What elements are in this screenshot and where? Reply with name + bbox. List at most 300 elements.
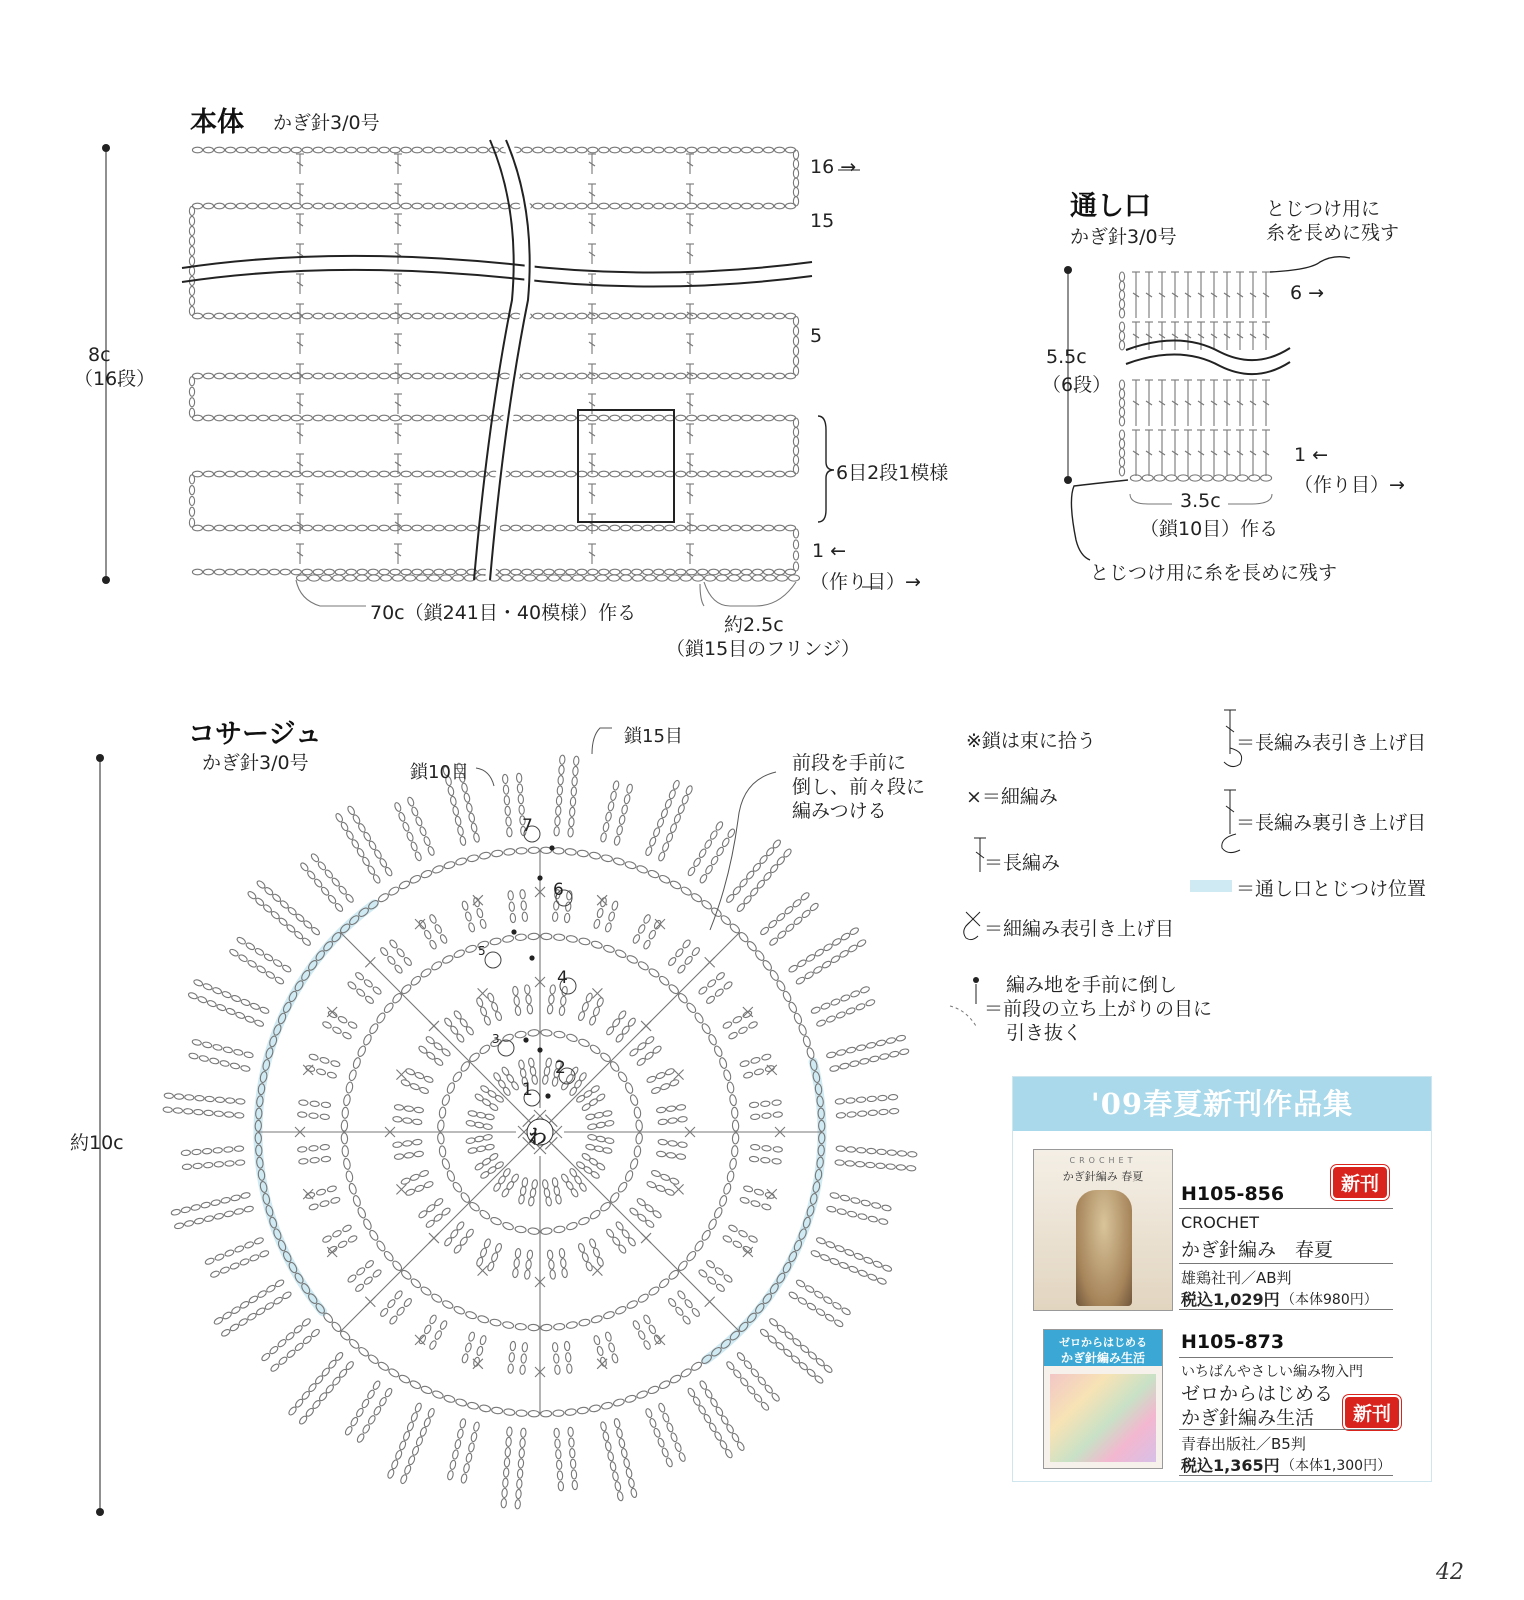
chain-stitch [658, 874, 671, 885]
chain-stitch [348, 1338, 360, 1350]
chain-stitch [296, 575, 307, 581]
chain-stitch [372, 874, 381, 885]
chain-stitch [522, 1342, 528, 1352]
chain-stitch [788, 1291, 799, 1300]
chain-stitch [1119, 331, 1124, 340]
chain-stitch [846, 1047, 856, 1054]
chain-stitch [471, 823, 478, 833]
chain-stitch [450, 796, 457, 806]
chain-stitch [726, 1170, 734, 1182]
chain-stitch [897, 1151, 907, 1157]
book-code-2: H105-873 [1181, 1331, 1285, 1353]
chain-stitch [490, 1252, 498, 1262]
chain-stitch [341, 1120, 348, 1131]
chain-stitch [743, 895, 753, 905]
chain-stitch [752, 862, 762, 872]
chain-stitch [314, 1375, 324, 1385]
body-row-5: 5 [810, 325, 823, 347]
chain-stitch [558, 1481, 564, 1491]
chain-stitch [247, 959, 258, 968]
chain-stitch [857, 1213, 867, 1220]
chain-stitch [258, 147, 268, 153]
chain-stitch [825, 1241, 835, 1249]
chain-stitch [762, 1145, 772, 1151]
dimension-dot [1064, 476, 1072, 484]
new-books-header: '09春夏新刊作品集 [1013, 1077, 1431, 1131]
chain-stitch [566, 525, 576, 531]
chain-stitch [599, 471, 609, 477]
chain-stitch [775, 1341, 785, 1351]
chain-stitch [452, 1449, 459, 1459]
chain-stitch [266, 1284, 277, 1293]
chain-stitch [396, 948, 406, 958]
chain-stitch [594, 1145, 604, 1152]
chain-stitch [878, 1218, 888, 1225]
chain-stitch [542, 1075, 549, 1085]
chain-stitch [445, 415, 455, 421]
chain-stitch [490, 1318, 502, 1326]
chain-stitch [896, 1035, 906, 1042]
chain-stitch [554, 1031, 566, 1039]
chain-stitch [628, 1478, 635, 1488]
chain-stitch [445, 313, 455, 319]
chain-stitch [319, 1200, 329, 1208]
chain-stitch [189, 256, 194, 265]
chain-stitch [687, 415, 697, 421]
chain-stitch [485, 1113, 495, 1120]
chain-stitch [247, 890, 257, 900]
chain-stitch [511, 569, 521, 575]
chain-stitch [774, 415, 784, 421]
chain-stitch [357, 471, 367, 477]
chain-stitch [1119, 290, 1124, 299]
chain-stitch [503, 785, 509, 795]
chain-stitch [743, 1360, 753, 1370]
chain-stitch [258, 569, 268, 575]
chain-stitch [620, 575, 631, 581]
chain-stitch [736, 1351, 746, 1361]
chain-stitch [460, 1473, 467, 1483]
chain-stitch [725, 1360, 735, 1370]
legend-slip-dot [973, 977, 979, 983]
book-line2-1: かぎ針編み 春夏 [1181, 1239, 1334, 1261]
chain-stitch [698, 471, 708, 477]
chain-stitch [277, 1338, 287, 1348]
chain-stitch [839, 1261, 849, 1269]
chain-stitch [865, 999, 875, 1007]
chain-stitch [611, 1353, 619, 1363]
chain-stitch [621, 313, 631, 319]
chain-stitch [856, 1044, 866, 1051]
chain-stitch [456, 415, 466, 421]
chain-stitch [855, 1003, 865, 1011]
chain-stitch [617, 1181, 629, 1194]
chain-stitch [406, 1421, 414, 1431]
chain-stitch [869, 1055, 879, 1062]
chain-stitch [514, 996, 520, 1006]
chain-stitch [324, 313, 334, 319]
chain-stitch [348, 1183, 357, 1195]
chain-stitch [618, 1438, 625, 1448]
chain-stitch [635, 1133, 643, 1145]
chain-stitch [511, 203, 521, 209]
chain-stitch [732, 1369, 742, 1379]
chain-stitch [656, 1151, 666, 1157]
chain-stitch [489, 203, 499, 209]
chain-stitch [269, 147, 279, 153]
chain-stitch [386, 955, 396, 965]
chain-stitch [515, 1323, 526, 1330]
chain-stitch [846, 1098, 856, 1104]
chain-stitch [478, 147, 488, 153]
chain-stitch [658, 1139, 668, 1145]
chain-stitch [189, 286, 194, 295]
chain-stitch [515, 1031, 527, 1039]
chain-stitch [753, 1393, 763, 1403]
chain-stitch [415, 1436, 423, 1446]
chain-stitch [335, 525, 345, 531]
chain-stitch [666, 1106, 676, 1112]
chain-stitch [742, 569, 752, 575]
slip-stitch-dot [523, 1037, 528, 1042]
chain-stitch [554, 816, 560, 826]
chain-stitch [776, 856, 786, 866]
chain-stitch [588, 147, 598, 153]
chain-stitch [379, 313, 389, 319]
chain-stitch [412, 313, 422, 319]
chain-stitch [280, 525, 290, 531]
chain-stitch [225, 373, 235, 379]
chain-stitch [714, 988, 724, 998]
chain-stitch [258, 373, 268, 379]
chain-stitch [612, 1471, 619, 1481]
chain-stitch [824, 1313, 835, 1322]
chain-stitch [334, 902, 344, 912]
chain-stitch [850, 1197, 860, 1204]
chain-stitch [247, 415, 257, 421]
body-row-16: 16 → [810, 156, 857, 178]
chain-stitch [474, 1136, 484, 1143]
chain-stitch [255, 1307, 266, 1316]
chain-stitch [407, 796, 415, 806]
chain-stitch [553, 1410, 564, 1417]
chain-stitch [793, 326, 798, 335]
chain-stitch [302, 471, 312, 477]
loop-width-note: （鎖10目）作る [1140, 518, 1279, 540]
slip-stitch-dot [537, 1047, 542, 1052]
chain-stitch [202, 1041, 212, 1048]
chain-stitch [759, 854, 769, 864]
chain-stitch [355, 1407, 364, 1418]
chain-stitch [687, 471, 697, 477]
chain-stitch [793, 540, 798, 549]
chain-stitch [593, 919, 601, 929]
chain-stitch [202, 983, 212, 991]
chain-stitch [320, 575, 331, 581]
chain-stitch [632, 575, 643, 581]
chain-stitch [596, 1257, 604, 1267]
book-cover-1[interactable] [1033, 1149, 1173, 1311]
chain-stitch [832, 937, 843, 946]
chain-stitch [214, 415, 224, 421]
legend-bpdc-hook [1222, 834, 1240, 853]
chain-stitch [568, 817, 574, 827]
chain-stitch [291, 569, 301, 575]
chain-stitch [554, 826, 560, 836]
chain-stitch [419, 826, 427, 836]
chain-stitch [467, 415, 477, 421]
chain-stitch [544, 1188, 551, 1198]
chain-stitch [723, 1183, 732, 1195]
chain-stitch [666, 1422, 674, 1432]
chain-stitch [565, 1073, 574, 1084]
chain-stitch [410, 1277, 422, 1289]
chain-stitch [239, 1300, 250, 1309]
chain-stitch [402, 1140, 412, 1146]
chain-stitch [590, 1170, 601, 1179]
chain-stitch [192, 569, 202, 575]
chain-stitch [589, 1044, 602, 1056]
chain-stitch [749, 887, 759, 897]
corsage-title: コサージュ [188, 719, 322, 750]
chain-stitch [704, 864, 713, 875]
chain-stitch [295, 913, 305, 923]
chain-stitch [793, 187, 798, 196]
chain-stitch [510, 913, 516, 923]
chain-stitch [254, 1237, 264, 1245]
chain-stitch [530, 1188, 537, 1198]
chain-stitch [447, 1470, 454, 1480]
chain-stitch [521, 1177, 528, 1187]
chain-stitch [354, 971, 364, 981]
chain-stitch [764, 575, 775, 581]
chain-stitch [332, 1229, 343, 1238]
chain-stitch [709, 415, 719, 421]
chain-stitch [456, 373, 466, 379]
chain-stitch [497, 1175, 506, 1186]
chain-stitch [621, 525, 631, 531]
chain-stitch [907, 1151, 917, 1157]
chain-stitch [474, 1162, 485, 1171]
chain-stitch [654, 525, 664, 531]
book-badge-2: 新刊 [1343, 1395, 1401, 1430]
chain-stitch [769, 969, 780, 982]
chain-stitch [806, 1368, 816, 1378]
chain-stitch [649, 836, 657, 846]
chain-stitch [352, 1195, 361, 1207]
chain-stitch [357, 823, 366, 834]
chain-stitch [480, 1170, 491, 1179]
chain-stitch [797, 959, 808, 968]
chain-stitch [443, 1394, 455, 1403]
chain-stitch [447, 786, 454, 796]
chain-stitch [377, 1361, 390, 1372]
chain-stitch [439, 1107, 447, 1119]
chain-stitch [212, 987, 222, 995]
loop-height: 5.5c [1046, 346, 1087, 368]
chain-stitch [533, 569, 543, 575]
chain-stitch [840, 994, 850, 1002]
chain-stitch [665, 147, 675, 153]
chain-stitch [423, 373, 433, 379]
chain-stitch [665, 1068, 675, 1076]
chain-stitch [868, 1216, 878, 1223]
chain-stitch [585, 1261, 593, 1271]
chain-stitch [685, 1250, 697, 1262]
chain-stitch [621, 147, 631, 153]
page-number: 42 [1436, 1560, 1464, 1585]
chain-stitch [763, 525, 773, 531]
chain-stitch [271, 893, 281, 903]
chain-stitch [829, 1065, 839, 1072]
chain-stitch [528, 1324, 539, 1331]
chain-stitch [761, 1203, 771, 1211]
chain-stitch [645, 1408, 653, 1418]
chain-stitch [189, 387, 194, 396]
legend-join-swatch [1190, 880, 1232, 892]
chain-stitch [302, 415, 312, 421]
chain-stitch [310, 853, 320, 863]
chain-stitch [342, 1145, 349, 1156]
chain-stitch [899, 1048, 909, 1055]
chain-stitch [411, 806, 419, 816]
chain-stitch [725, 1424, 734, 1435]
chain-stitch [379, 147, 389, 153]
chain-stitch [214, 569, 224, 575]
chain-stitch [560, 1258, 566, 1268]
chain-stitch [254, 947, 265, 956]
chain-stitch [478, 471, 488, 477]
chain-stitch [520, 1186, 527, 1196]
chain-stitch [906, 1165, 916, 1171]
chain-stitch [524, 575, 535, 581]
chain-stitch [605, 1441, 612, 1451]
chain-stitch [531, 1179, 538, 1189]
chain-stitch [732, 1240, 743, 1249]
chain-stitch [601, 854, 613, 862]
chain-stitch [343, 1094, 351, 1106]
chain-stitch [184, 1094, 194, 1100]
width-bracket-right [700, 584, 704, 606]
body-fringe-note: （鎖15目のフリンジ） [666, 638, 860, 660]
chain-stitch [1119, 448, 1124, 457]
chain-stitch [402, 1117, 412, 1123]
chain-stitch [613, 1398, 625, 1407]
chain-stitch [256, 880, 266, 890]
legend-slip-2: ＝前段の立ち上がりの目に [984, 998, 1213, 1020]
chain-stitch [516, 847, 527, 854]
chain-stitch [753, 203, 763, 209]
chain-stitch [515, 1248, 521, 1258]
chain-stitch [610, 203, 620, 209]
slip-stitch-dot [511, 929, 516, 934]
chain-stitch [395, 1450, 403, 1460]
chain-stitch [327, 894, 337, 904]
chain-stitch [478, 415, 488, 421]
chain-stitch [658, 1277, 670, 1289]
chain-stitch [792, 1337, 802, 1347]
chain-stitch [680, 575, 691, 581]
chain-stitch [278, 1356, 288, 1366]
chain-stitch [723, 981, 733, 991]
chain-stitch [555, 203, 565, 209]
chain-stitch [750, 1114, 760, 1120]
chain-stitch [419, 1169, 429, 1177]
chain-stitch [379, 858, 388, 869]
pattern-bracket [818, 416, 834, 522]
chain-stitch [516, 1479, 522, 1489]
chain-stitch [468, 1442, 475, 1452]
chain-stitch [858, 1269, 868, 1277]
chain-stitch [405, 1068, 415, 1076]
chain-stitch [398, 1374, 411, 1385]
chain-stitch [545, 1058, 552, 1068]
book-cover-2[interactable] [1043, 1329, 1163, 1469]
chain-stitch [566, 1033, 579, 1043]
chain-stitch [530, 1066, 537, 1076]
chain-stitch [555, 525, 565, 531]
chain-stitch [648, 1285, 661, 1296]
chain-stitch [732, 1120, 739, 1131]
chain-stitch [636, 864, 649, 874]
chain-stitch [544, 147, 554, 153]
chain-stitch [801, 909, 811, 919]
chain-stitch [194, 1217, 204, 1224]
chain-stitch [603, 944, 615, 953]
chain-stitch [511, 471, 521, 477]
chain-stitch [763, 569, 773, 575]
chain-stitch [357, 1346, 370, 1358]
chain-stitch [645, 1035, 655, 1045]
chain-stitch [272, 958, 283, 967]
chain-stitch [487, 1261, 495, 1271]
chain-stitch [614, 836, 621, 846]
chain-stitch [428, 575, 439, 581]
loop-hook: かぎ針3/0号 [1070, 226, 1177, 248]
chain-stitch [661, 842, 669, 852]
chain-stitch [457, 826, 464, 836]
chain-stitch [204, 1215, 214, 1222]
chain-stitch [414, 1107, 424, 1113]
chain-stitch [556, 796, 562, 806]
chain-stitch [847, 1211, 857, 1218]
chain-stitch [459, 1418, 466, 1428]
chain-stitch [632, 934, 641, 945]
chain-stitch [753, 373, 763, 379]
chain-stitch [541, 1227, 553, 1235]
chain-stitch [463, 793, 470, 803]
chain-stitch [626, 1299, 639, 1309]
chain-stitch [430, 1293, 443, 1304]
chain-stitch [773, 1146, 783, 1152]
round-num-7: 7 [522, 816, 533, 836]
chain-stitch [867, 1273, 877, 1281]
chain-stitch [863, 1256, 873, 1264]
chain-stitch [600, 1421, 607, 1431]
chain-stitch [412, 471, 422, 477]
chain-stitch [362, 1033, 372, 1046]
chain-stitch [212, 1044, 222, 1051]
chain-stitch [845, 1160, 855, 1166]
chain-stitch [876, 1163, 886, 1169]
chain-stitch [533, 203, 543, 209]
chain-stitch [280, 415, 290, 421]
chain-stitch [414, 1151, 424, 1157]
chain-stitch [793, 346, 798, 355]
chain-stitch [468, 1110, 478, 1117]
chain-stitch [720, 525, 730, 531]
chain-stitch [441, 1158, 451, 1171]
